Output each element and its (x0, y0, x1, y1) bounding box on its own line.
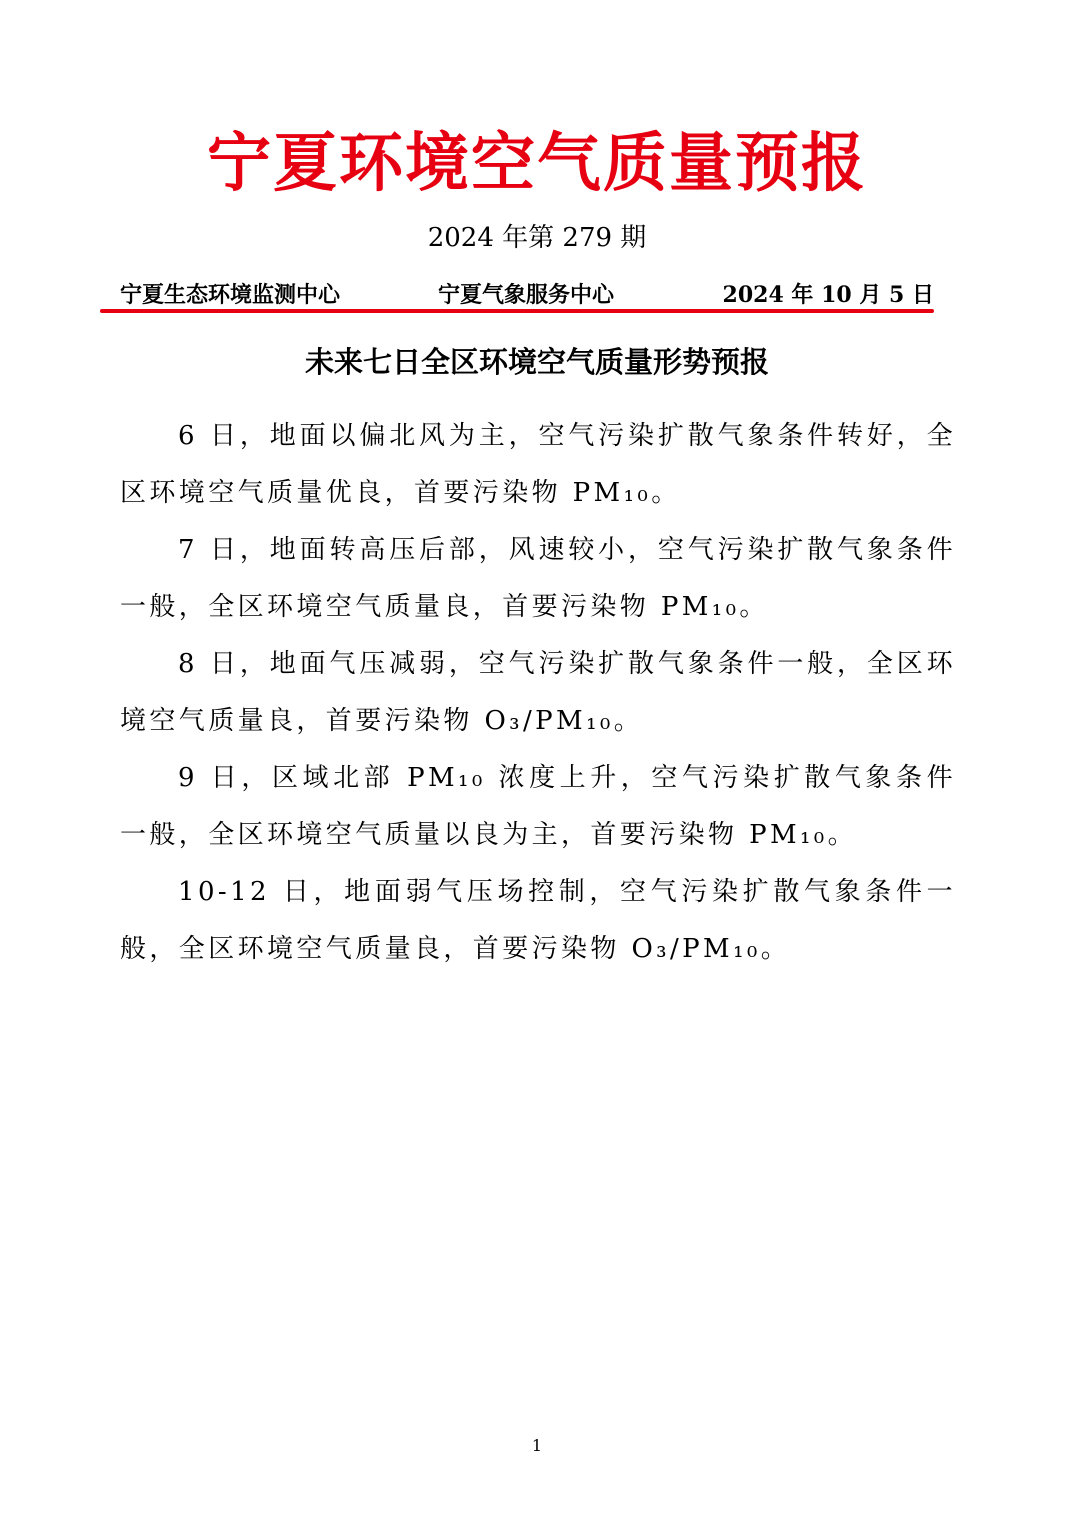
forecast-body (120, 408, 956, 978)
sender-row (120, 278, 934, 312)
forecast-paragraph-day-9: 9 日，区域北部 PM₁₀ 浓度上升，空气污染扩散气象条件一般，全区环境空气质量以良为主，首要污染物 PM₁₀。 (120, 763, 956, 850)
forecast-paragraph-days-10-12: 10-12 日，地面弱气压场控制，空气污染扩散气象条件一般，全区环境空气质量良，首要污染物 O₃/PM₁₀。 (120, 877, 956, 964)
masthead-title: 宁夏环境空气质量预报 (207, 127, 867, 201)
issue-date: 2024 年 10 月 5 日 (722, 282, 934, 308)
sender-monitoring-center: 宁夏生态环境监测中心 (120, 282, 341, 308)
issue-number: 2024 年第 279 期 (427, 223, 647, 253)
sender-weather-service: 宁夏气象服务中心 (438, 282, 615, 308)
page-number: 1 (531, 1436, 543, 1455)
forecast-paragraph-day-6: 6 日，地面以偏北风为主，空气污染扩散气象条件转好，全区环境空气质量优良，首要污染物 PM₁₀。 (120, 421, 956, 508)
forecast-paragraph-day-7: 7 日，地面转高压后部，风速较小，空气污染扩散气象条件一般，全区环境空气质量良，首要污染物 PM₁₀。 (120, 535, 956, 622)
forecast-title: 未来七日全区环境空气质量形势预报 (304, 345, 769, 379)
forecast-paragraph-day-8: 8 日，地面气压减弱，空气污染扩散气象条件一般，全区环境空气质量良，首要污染物 O₃/PM₁₀。 (120, 649, 956, 736)
red-divider-line (100, 309, 934, 313)
